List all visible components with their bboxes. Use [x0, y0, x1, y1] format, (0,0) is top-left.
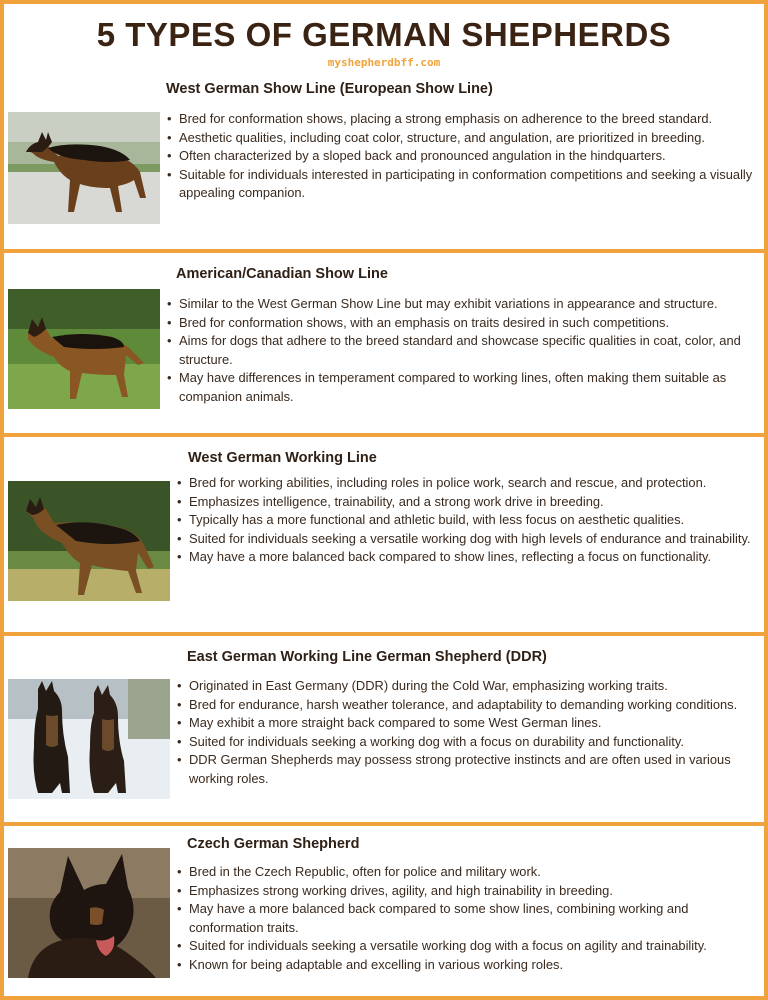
list-item: • Suited for individuals seeking a versatile working dog with high levels of endurance and trainability. [177, 530, 762, 549]
list-item: • Bred in the Czech Republic, often for police and military work. [177, 863, 762, 882]
section-title: West German Working Line [188, 450, 377, 466]
list-item: • Emphasizes intelligence, trainability, and a strong work drive in breeding. [177, 493, 762, 512]
bullet-list [177, 863, 762, 975]
list-item: • Aesthetic qualities, including coat color, structure, and angulation, are prioritized in breeding. [167, 129, 757, 148]
list-item: • Emphasizes strong working drives, agility, and high trainability in breeding. [177, 882, 762, 901]
list-item: • DDR German Shepherds may possess strong protective instincts and are often used in various working roles. [177, 751, 762, 788]
list-item: • Known for being adaptable and excelling in various working roles. [177, 956, 762, 975]
list-item: • Bred for endurance, harsh weather tolerance, and adaptability to demanding working conditions. [177, 696, 762, 715]
section-czech-german-shepherd [4, 4, 764, 1000]
list-item: • Typically has a more functional and athletic build, with less focus on aesthetic qualities. [177, 511, 762, 530]
list-item: • Suited for individuals seeking a working dog with a focus on durability and functionality. [177, 733, 762, 752]
dog-photo-czech [8, 848, 170, 978]
list-item: • Suitable for individuals interested in participating in conformation competitions and seeking a visually appealing companion. [167, 166, 757, 203]
list-item: • Bred for working abilities, including roles in police work, search and rescue, and protection. [177, 474, 762, 493]
list-item: • Originated in East Germany (DDR) during the Cold War, emphasizing working traits. [177, 677, 762, 696]
page-title: 5 TYPES OF GERMAN SHEPHERDS [96, 16, 672, 53]
section-title: Czech German Shepherd [187, 836, 360, 852]
list-item: • May have a more balanced back compared to show lines, reflecting a focus on functionality. [177, 548, 762, 567]
section-title: West German Show Line (European Show Line) [166, 81, 493, 97]
list-item: • Similar to the West German Show Line but may exhibit variations in appearance and structure. [167, 295, 757, 314]
site-watermark[interactable]: myshepherdbff.com [327, 56, 441, 69]
list-item: • May have differences in temperament compared to working lines, often making them suitable as companion animals. [167, 369, 757, 406]
list-item: • Suited for individuals seeking a versatile working dog with a focus on agility and trainability. [177, 937, 762, 956]
list-item: • Bred for conformation shows, with an emphasis on traits desired in such competitions. [167, 314, 757, 333]
section-title: East German Working Line German Shepherd (DDR) [187, 649, 547, 665]
list-item: • May have a more balanced back compared to some show lines, combining working and conformation traits. [177, 900, 762, 937]
list-item: • Bred for conformation shows, placing a strong emphasis on adherence to the breed standard. [167, 110, 757, 129]
list-item: • Often characterized by a sloped back and pronounced angulation in the hindquarters. [167, 147, 757, 166]
list-item: • Aims for dogs that adhere to the breed standard and showcase specific qualities in coat, color, and structure. [167, 332, 757, 369]
list-item: • May exhibit a more straight back compared to some West German lines. [177, 714, 762, 733]
section-title: American/Canadian Show Line [176, 266, 388, 282]
